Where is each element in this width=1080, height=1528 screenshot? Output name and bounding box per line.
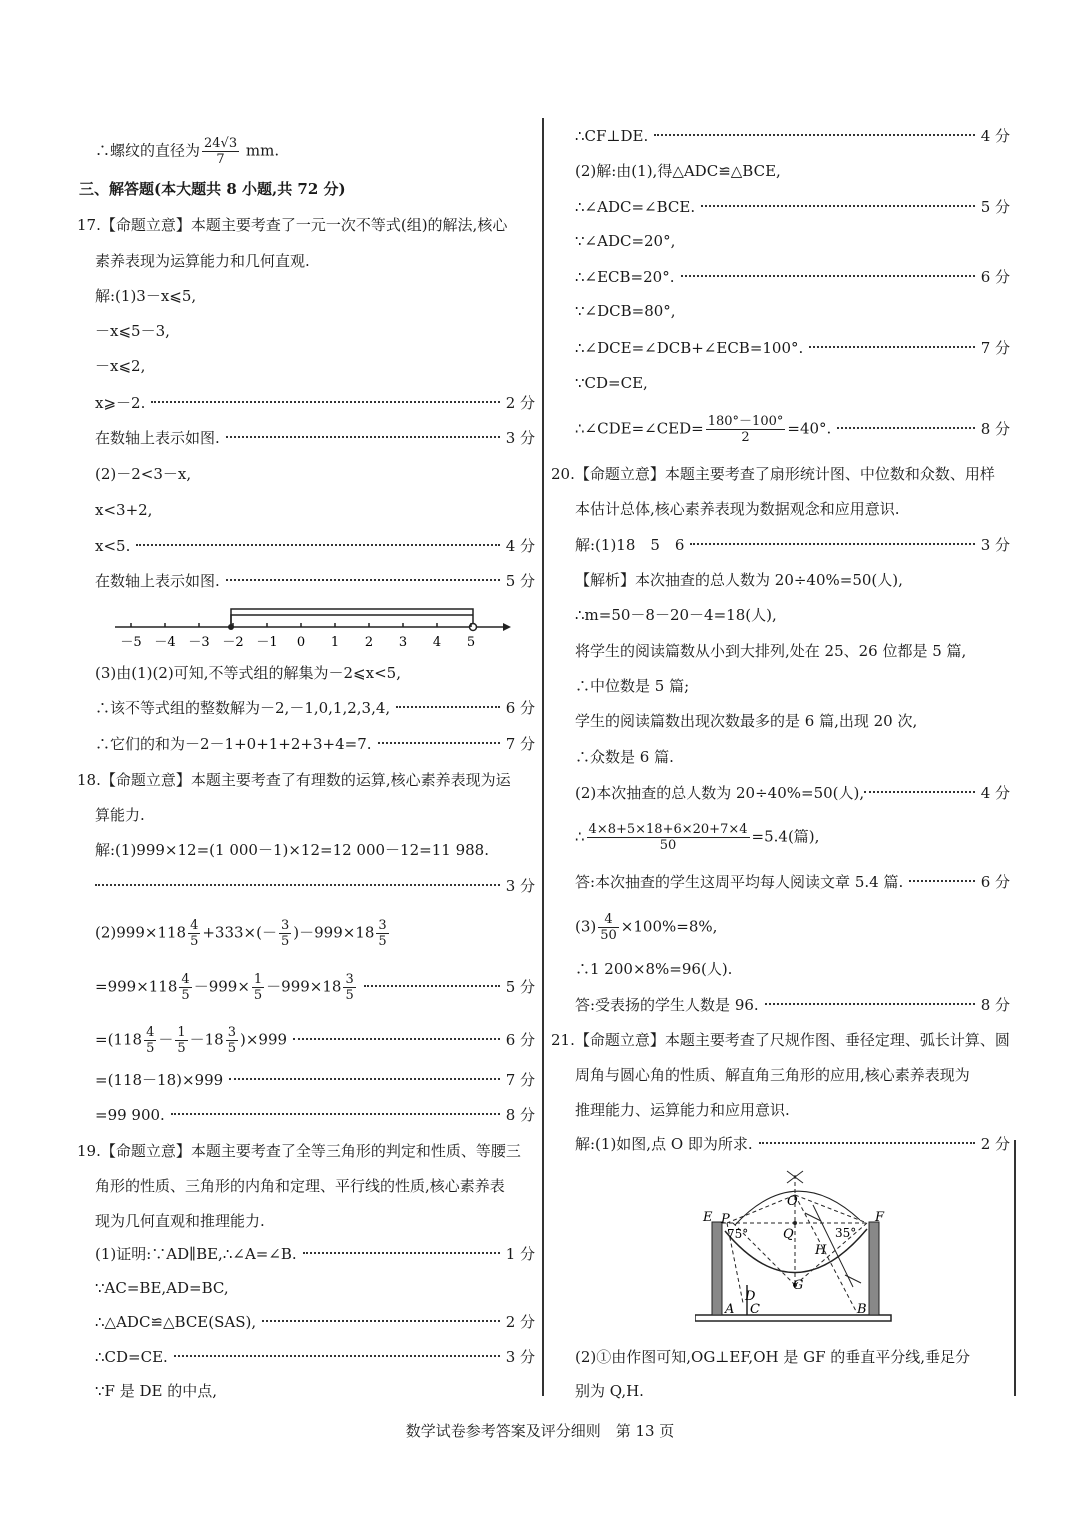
number-line-tick-label: －3 xyxy=(188,635,210,650)
text-line: 周角与圆心角的性质、解直角三角形的应用,核心素养表现为 xyxy=(575,1066,970,1084)
question-19-intro: 19.【命题立意】本题主要考查了全等三角形的判定和性质、等腰三 xyxy=(77,1142,521,1160)
column-divider xyxy=(542,118,544,1396)
text-line: ∴众数是 6 篇. xyxy=(575,748,674,766)
number-line-tick-label: －5 xyxy=(120,635,142,650)
scored-line: ∴CF⊥DE. 4 分 xyxy=(575,127,1010,145)
right-edge-line xyxy=(1014,1140,1016,1396)
text-line: ∴螺纹的直径为 $\frac{24√3}{7}$ mm. xyxy=(95,136,280,167)
question-20-intro: 20.【命题立意】本题主要考查了扇形统计图、中位数和众数、用样 xyxy=(551,465,995,483)
scored-line: 在数轴上表示如图. 5 分 xyxy=(95,572,535,590)
angle-35: 35° xyxy=(835,1226,857,1240)
number-line xyxy=(115,602,515,652)
text-line: (2)－2<3－x, xyxy=(95,465,192,483)
scored-line: ∴∠ADC=∠BCE. 5 分 xyxy=(575,198,1010,216)
scored-line: x⩾－2. 2 分 xyxy=(95,394,535,412)
text-line: ∵∠DCB=80°, xyxy=(575,302,676,320)
text-line: 本估计总体,核心素养表现为数据观念和应用意识. xyxy=(575,500,900,518)
text-line: ∵AC=BE,AD=BC, xyxy=(95,1279,229,1297)
expression-line: ∴ $\frac{4\times 8+5\times 18+6\times 20+7\times 4}{50}$ =5.4(篇), xyxy=(575,822,820,853)
number-line-tick-label: －1 xyxy=(256,635,278,650)
page-footer: 数学试卷参考答案及评分细则 第 13 页 xyxy=(405,1422,675,1440)
text-line: 将学生的阅读篇数从小到大排列,处在 25、26 位都是 5 篇, xyxy=(575,642,967,660)
scored-line: ∴△ADC≌△BCE(SAS), 2 分 xyxy=(95,1313,535,1331)
text-line: 别为 Q,H. xyxy=(575,1382,644,1400)
text-line: (3)由(1)(2)可知,不等式组的解集为－2⩽x<5, xyxy=(95,664,401,682)
label-O: O xyxy=(787,1194,798,1209)
scored-line: x<5. 4 分 xyxy=(95,537,535,555)
section-heading: 三、解答题(本大题共 8 小题,共 72 分) xyxy=(79,180,346,198)
question-21-intro: 21.【命题立意】本题主要考查了尺规作图、垂径定理、弧长计算、圆 xyxy=(551,1031,1010,1049)
label-E: E xyxy=(703,1210,713,1225)
text-line: 解:(1)3－x⩽5, xyxy=(95,287,197,305)
scored-line: 解:(1)如图,点 O 即为所求. 2 分 xyxy=(575,1135,1010,1153)
text-line: －x⩽2, xyxy=(95,357,146,375)
text-line: ∴中位数是 5 篇; xyxy=(575,677,690,695)
text-line: x<3+2, xyxy=(95,501,153,519)
scored-line: ∴CD=CE. 3 分 xyxy=(95,1348,535,1366)
label-P: P xyxy=(721,1212,730,1227)
text-line: 素养表现为运算能力和几何直观. xyxy=(95,252,310,270)
number-line-tick-label: 4 xyxy=(432,635,442,650)
scored-line: ∴该不等式组的整数解为－2,－1,0,1,2,3,4, 6 分 xyxy=(95,699,535,717)
text-line: 【解析】本次抽查的总人数为 20÷40%=50(人), xyxy=(575,571,903,589)
label-G: G xyxy=(793,1278,804,1293)
number-line-tick-label: 1 xyxy=(330,635,340,650)
scored-line: ∴∠DCE=∠DCB+∠ECB=100°. 7 分 xyxy=(575,339,1010,357)
scored-line: 答:本次抽查的学生这周平均每人阅读文章 5.4 篇. 6 分 xyxy=(575,873,1010,891)
fraction: $\frac{3}{5}$ xyxy=(280,918,290,949)
fraction: $\frac{4}{5}$ xyxy=(190,918,199,949)
scored-line: ∴∠CDE=∠CED= $\frac{180^\circ-100^\circ}{2}$ =40°. 8 分 xyxy=(575,414,1010,445)
angle-75: 75° xyxy=(727,1227,749,1241)
number-line-tick-label: －2 xyxy=(222,635,244,650)
number-line-tick-label: －4 xyxy=(154,635,176,650)
scored-line: =(118 $\frac{4}{5}$ － $\frac{1}{5}$ －18 $\frac{3}{5}$ )×999 6 分 xyxy=(95,1025,535,1056)
label-B: B xyxy=(857,1302,867,1317)
number-line-tick-label: 5 xyxy=(466,635,476,650)
text-line: (2)解:由(1),得△ADC≌△BCE, xyxy=(575,162,781,180)
construction-figure xyxy=(695,1165,895,1335)
scored-line: 3 分 xyxy=(95,875,535,897)
text-line: ∴1 200×8%=96(人). xyxy=(575,960,733,978)
question-18-intro: 18.【命题立意】本题主要考查了有理数的运算,核心素养表现为运 xyxy=(77,771,511,789)
label-H: H xyxy=(815,1243,827,1258)
scored-line: ∴∠ECB=20°. 6 分 xyxy=(575,268,1010,286)
text-line: 解:(1)999×12=(1 000－1)×12=12 000－12=11 988. xyxy=(95,841,489,859)
fraction: $\frac{4\times 8+5\times 18+6\times 20+7\times 4}{50}$ xyxy=(588,822,748,853)
scored-line: =99 900. 8 分 xyxy=(95,1106,535,1124)
fraction: $\frac{4}{50}$ xyxy=(600,912,617,943)
number-line-tick-label: 0 xyxy=(296,635,306,650)
scored-line: 在数轴上表示如图. 3 分 xyxy=(95,429,535,447)
scored-line: (2)本次抽查的总人数为 20÷40%=50(人), 4 分 xyxy=(575,784,1010,802)
label-A: A xyxy=(725,1302,735,1317)
label-C: C xyxy=(750,1302,760,1317)
text-line: ∵F 是 DE 的中点, xyxy=(95,1382,217,1400)
scored-line: =999×118 $\frac{4}{5}$ －999× $\frac{1}{5}$ －999×18 $\frac{3}{5}$ 5 分 xyxy=(95,972,535,1003)
text-line: 学生的阅读篇数出现次数最多的是 6 篇,出现 20 次, xyxy=(575,712,918,730)
question-17-intro: 17.【命题立意】本题主要考查了一元一次不等式(组)的解法,核心 xyxy=(77,216,508,234)
text-line: 角形的性质、三角形的内角和定理、平行线的性质,核心素养表 xyxy=(95,1177,505,1195)
text-line: ∵CD=CE, xyxy=(575,374,648,392)
text-line: 推理能力、运算能力和应用意识. xyxy=(575,1101,790,1119)
scored-line: =(118－18)×999 7 分 xyxy=(95,1071,535,1089)
text-line: －x⩽5－3, xyxy=(95,322,170,340)
expression-line: (2)999×118 $\frac{4}{5}$ +333×(－ $\frac{3}{5}$ )－999×18 $\frac{3}{5}$ xyxy=(95,918,387,949)
number-line-tick-label: 2 xyxy=(364,635,374,650)
expression-line: (3) $\frac{4}{50}$ ×100%=8%, xyxy=(575,912,718,943)
text-line: 算能力. xyxy=(95,806,145,824)
text-line: 现为几何直观和推理能力. xyxy=(95,1212,265,1230)
scored-line: 解:(1)18 5 6 3 分 xyxy=(575,536,1010,554)
label-D: D xyxy=(745,1289,756,1304)
scored-line: ∴它们的和为－2－1+0+1+2+3+4=7. 7 分 xyxy=(95,735,535,753)
fraction: $\frac{3}{5}$ xyxy=(378,918,387,949)
scored-line: (1)证明:∵AD∥BE,∴∠A=∠B. 1 分 xyxy=(95,1245,535,1263)
label-Q: Q xyxy=(783,1227,794,1242)
text-line: ∵∠ADC=20°, xyxy=(575,232,676,250)
scored-line: 答:受表扬的学生人数是 96. 8 分 xyxy=(575,996,1010,1014)
number-line-tick-label: 3 xyxy=(398,635,408,650)
text-line: ∴m=50－8－20－4=18(人), xyxy=(575,606,777,624)
label-F: F xyxy=(875,1210,885,1225)
fraction: $\frac{24√3}{7}$ xyxy=(204,136,238,167)
text-line: (2)①由作图可知,OG⊥EF,OH 是 GF 的垂直平分线,垂足分 xyxy=(575,1348,971,1366)
